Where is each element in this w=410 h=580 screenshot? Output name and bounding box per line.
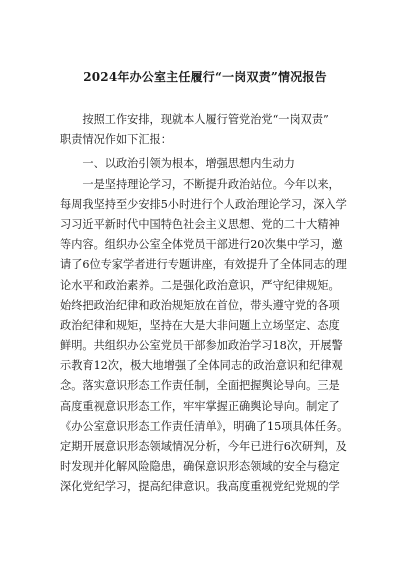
document-body	[60, 110, 356, 498]
paragraph-line: 职责情况作如下汇报：	[60, 133, 172, 147]
paragraph-line: 等内容。组织办公室全体党员干部进行20次集中学习，邀	[60, 238, 343, 252]
paragraph-line: 每周我坚持至少安排5小时进行个人政治理论学习，深入学	[60, 197, 347, 211]
paragraph-line: 高度重视意识形态工作，牢牢掌握正确舆论导向。制定了	[60, 399, 340, 413]
paragraph-line: 念。落实意识形态工作责任制，全面把握舆论导向。三是	[60, 379, 340, 393]
paragraph-line: 按照工作安排，现就本人履行管党治党“一岗双责”	[60, 113, 329, 126]
paragraph-line: 鲜明。共组织办公室党员干部参加政治学习18次，开展警	[60, 339, 343, 353]
paragraph-line: 政治纪律和规矩，坚持在大是大非问题上立场坚定、态度	[60, 318, 340, 332]
paragraph-line: 深化党纪学习，提高纪律意识。我高度重视党纪党规的学	[60, 480, 340, 494]
paragraph-line: 定期开展意识形态领域情况分析，今年已进行6次研判，及	[60, 440, 347, 453]
paragraph-line: 一是坚持理论学习，不断提升政治站位。今年以来，	[60, 177, 340, 191]
paragraph-line: 始终把政治纪律和政治规矩放在首位，带头遵守党的各项	[60, 298, 340, 312]
paragraph-line: 习习近平新时代中国特色社会主义思想、党的二十大精神	[60, 217, 340, 231]
paragraph-line: 请了6位专家学者进行专题讲座，有效提升了全体同志的理	[60, 258, 347, 272]
section-heading: 一、以政治引领为根本，增强思想内生动力	[60, 157, 295, 171]
paragraph-line: 《办公室意识形态工作责任清单》，明确了15项具体任务。	[60, 419, 349, 433]
document-title: 2024年办公室主任履行“一岗双责”情况报告	[83, 70, 327, 84]
paragraph-line: 时发现并化解风险隐患，确保意识形态领域的安全与稳定	[60, 460, 340, 474]
paragraph-line: 论水平和政治素养。二是强化政治意识，严守纪律规矩。	[60, 278, 340, 292]
paragraph-line: 示教育12次，极大地增强了全体同志的政治意识和纪律观	[60, 359, 343, 373]
